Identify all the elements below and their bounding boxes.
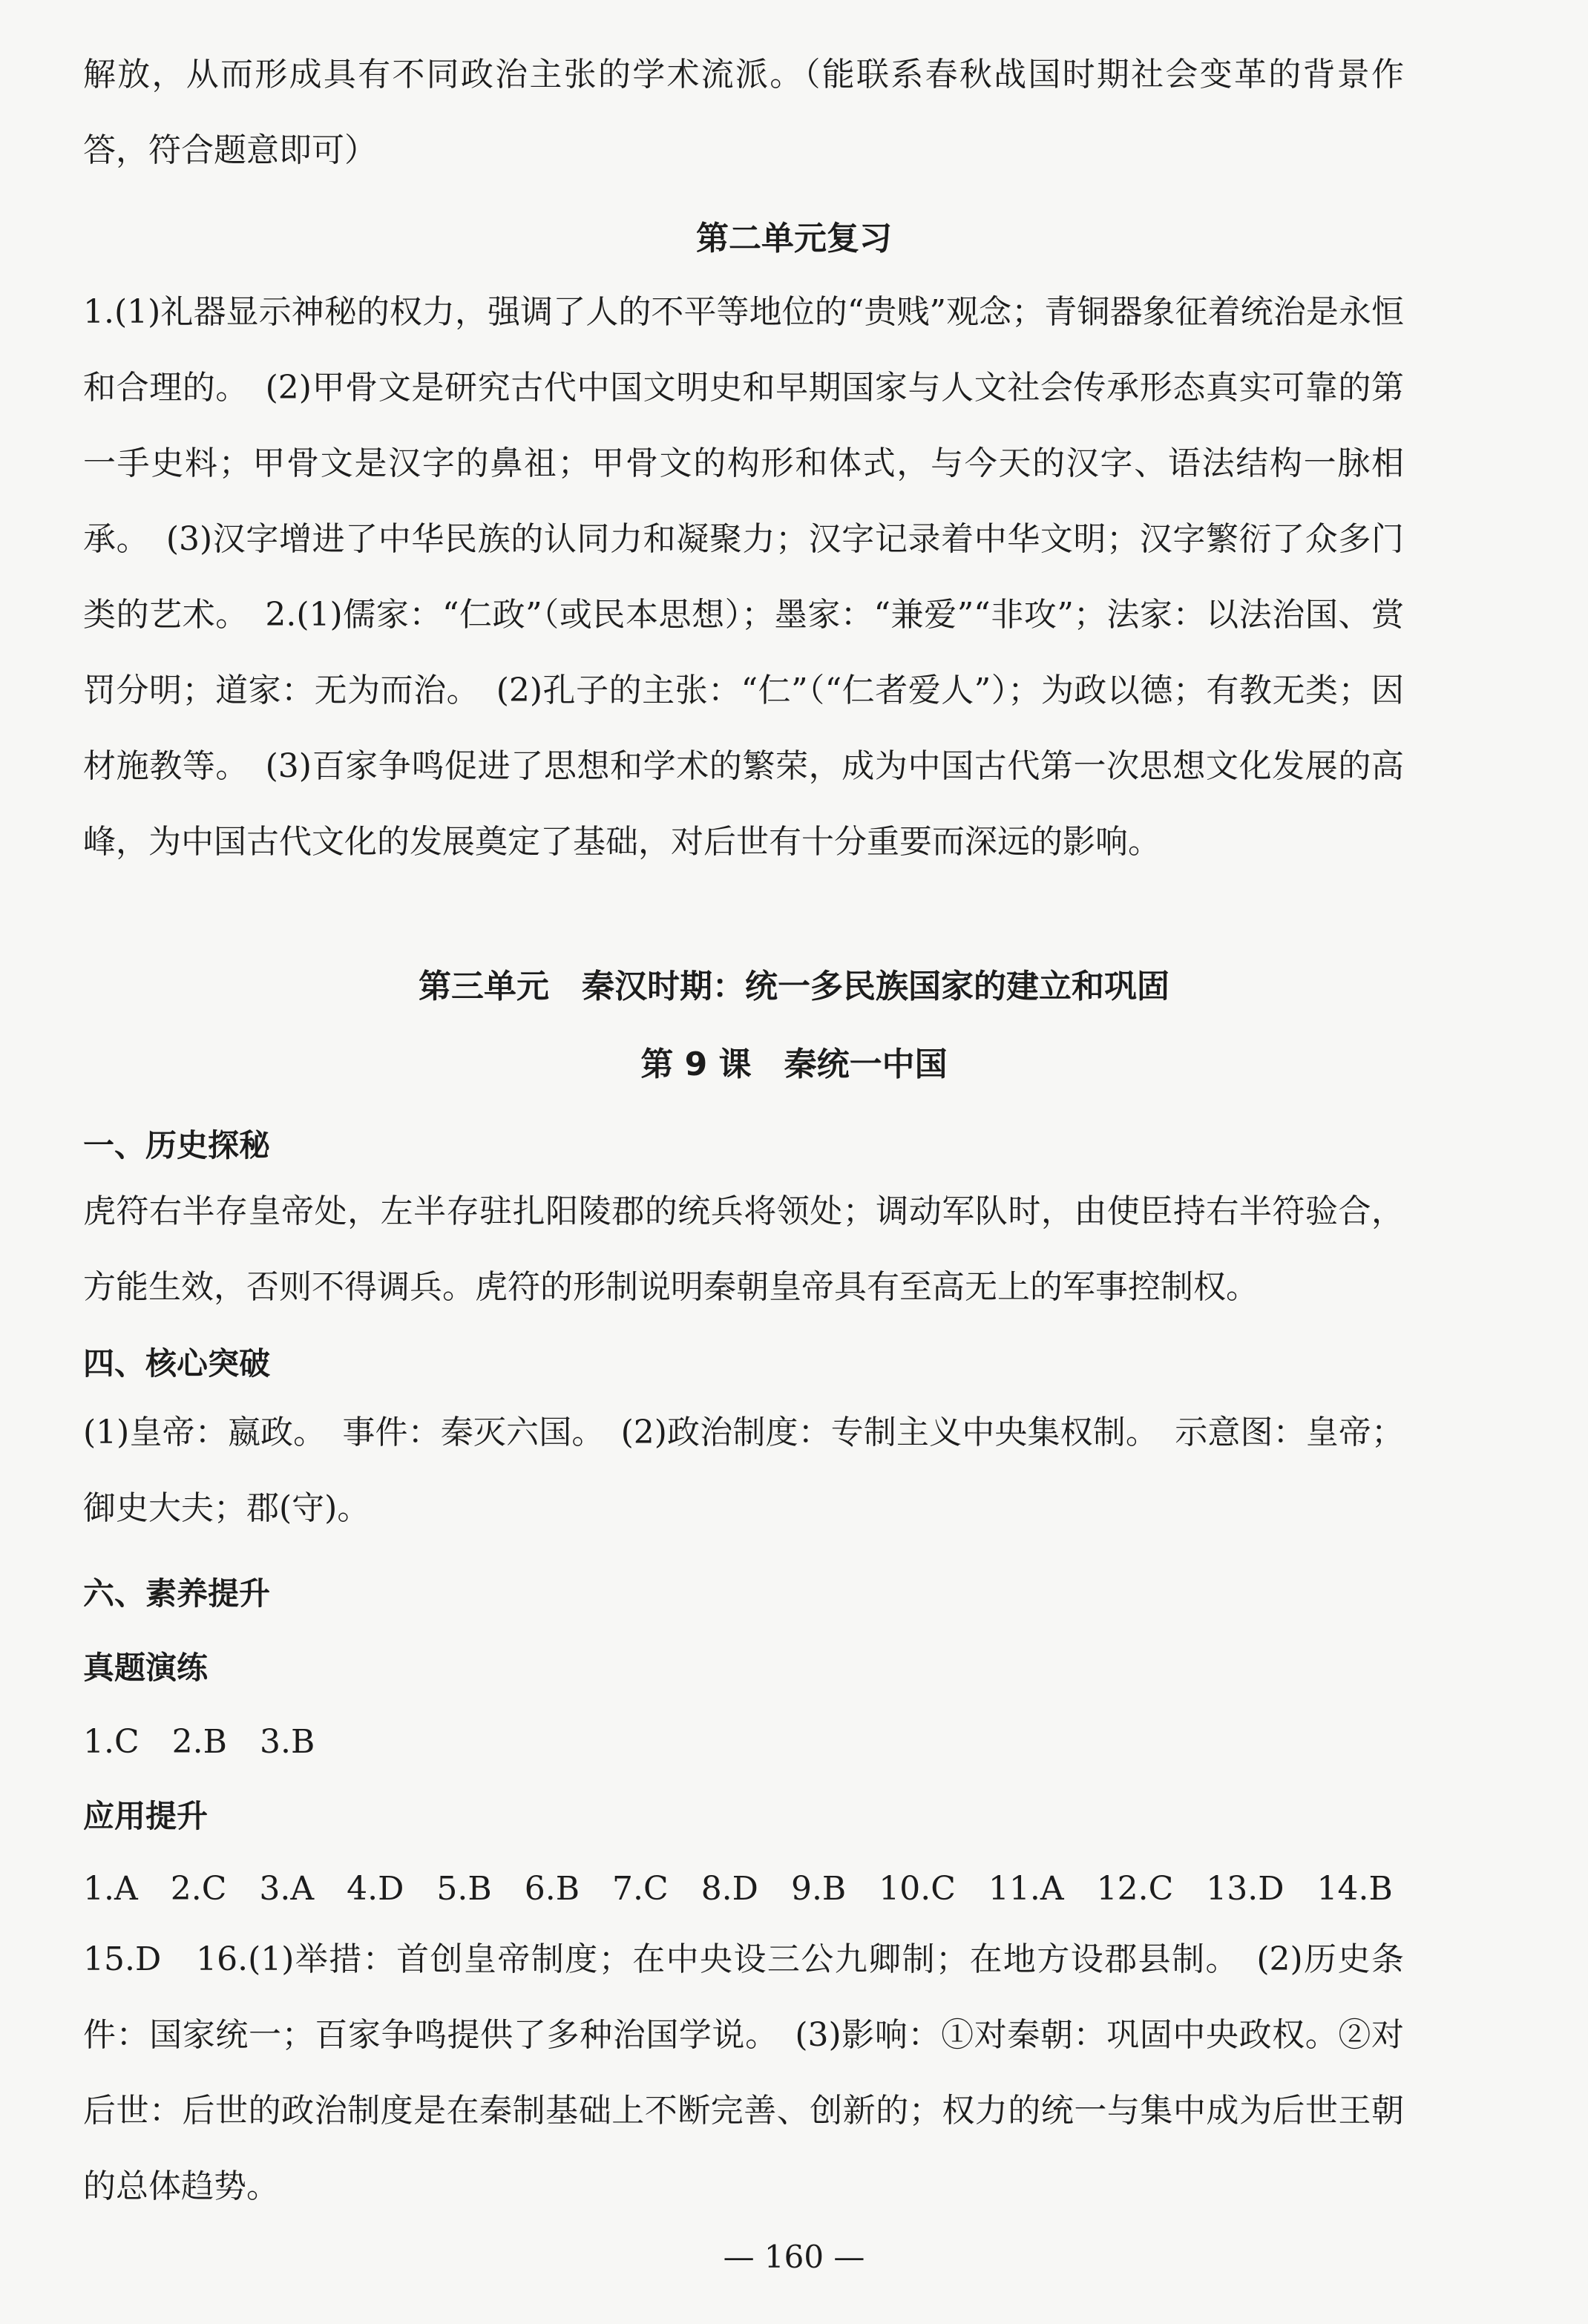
section-heading-core: 四、核心突破: [83, 1345, 271, 1382]
unit2-review-title: 第二单元复习: [696, 220, 892, 257]
lesson-title: 第 9 课 秦统一中国: [640, 1046, 948, 1083]
section-heading-history: 一、历史探秘: [83, 1127, 271, 1163]
applied-answers-rest: 15.D 16.(1)举措：首创皇帝制度；在中央设三公九卿制；在地方设郡县制。 (2)历史条件：国家统一；百家争鸣提供了多种治国学说。 (3)影响：①对秦朝：巩固中央政权。②对后世：后世的政治制度是在秦制基础上不断完善、创新的；权力的统一与集中成为后世王朝的总体趋势。: [83, 1940, 1404, 2205]
applied-answers-row1: 1.A 2.C 3.A 4.D 5.B 6.B 7.C 8.D 9.B 10.C 11.A 12.C 13.D 14.B: [83, 1870, 1393, 1908]
section-heading-exam: 真题演练: [83, 1650, 209, 1686]
section-heading-literacy: 六、素养提升: [83, 1575, 271, 1612]
history-text: 虎符右半存皇帝处，左半存驻扎阳陵郡的统兵将领处；调动军队时，由使臣持右半符验合，方能生效，否则不得调兵。虎符的形制说明秦朝皇帝具有至高无上的军事控制权。: [83, 1192, 1404, 1306]
unit3-title: 第三单元 秦汉时期：统一多民族国家的建立和巩固: [419, 968, 1169, 1005]
unit2-answers: 1.(1)礼器显示神秘的权力，强调了人的不平等地位的“贵贱”观念；青铜器象征着统治是永恒和合理的。 (2)甲骨文是研究古代中国文明史和早期国家与人文社会传承形态真实可靠的第一手史料；甲骨文是汉字的鼻祖；甲骨文的构形和体式，与今天的汉字、语法结构一脉相承。 (3)汉字增进了中华民族的认同力和凝聚力；汉字记录着中华文明；汉字繁衍了众多门类的艺术。 2.(1)儒家：“仁政”（或民本思想）；墨家：“兼爱”“非攻”；法家：以法治国、赏罚分明；道家：无为而治。 (2)孔子的主张：“仁”（“仁者爱人”）；为政以德；有教无类；因材施教等。 (3)百家争鸣促进了思想和学术的繁荣，成为中国古代第一次思想文化发展的高峰，为中国古代文化的发展奠定了基础，对后世有十分重要而深远的影响。: [83, 293, 1404, 861]
continued-paragraph: 解放，从而形成具有不同政治主张的学术流派。（能联系春秋战国时期社会变革的背景作答，符合题意即可）: [83, 56, 1404, 169]
page-number: — 160 —: [723, 2239, 865, 2275]
exam-answers: 1.C 2.B 3.B: [83, 1723, 315, 1761]
section-heading-applied: 应用提升: [83, 1798, 209, 1834]
core-text: (1)皇帝：嬴政。 事件：秦灭六国。 (2)政治制度：专制主义中央集权制。 示意图：皇帝；御史大夫；郡(守)。: [83, 1414, 1404, 1527]
